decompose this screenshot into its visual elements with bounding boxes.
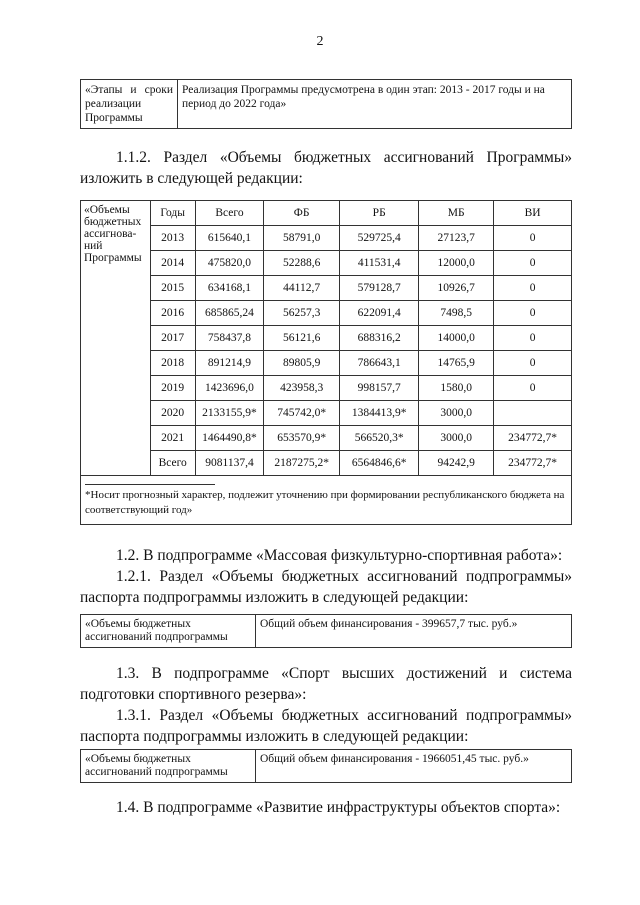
footnote-text: *Носит прогнозный характер, подлежит уточнению при формировании республиканского бюджета на соответствующий год» <box>85 489 565 516</box>
paragraph-1-4: 1.4. В подпрограмме «Развитие инфраструктуры объектов спорта»: <box>116 799 561 816</box>
table-cell: 579128,7 <box>340 276 419 301</box>
column-header: МБ <box>419 201 494 226</box>
table-row <box>81 376 572 401</box>
table-cell: 475820,0 <box>195 251 263 276</box>
table-cell: 2018 <box>150 351 195 376</box>
table-cell: 1464490,8* <box>195 426 263 451</box>
table-cell: 758437,8 <box>195 326 263 351</box>
page-number: 2 <box>316 34 324 49</box>
table-cell: 2017 <box>150 326 195 351</box>
column-header: Всего <box>195 201 263 226</box>
table-cell: 745742,0* <box>264 401 340 426</box>
table-cell: 3000,0 <box>419 426 494 451</box>
table-cell: 52288,6 <box>264 251 340 276</box>
table-cell: 0 <box>494 351 572 376</box>
table-row <box>81 401 572 426</box>
table-cell: 2013 <box>150 226 195 251</box>
table-cell: 234772,7* <box>494 426 572 451</box>
table-cell: 9081137,4 <box>195 451 263 476</box>
table-cell: 1423696,0 <box>195 376 263 401</box>
table-cell: 14000,0 <box>419 326 494 351</box>
table-cell: 688316,2 <box>340 326 419 351</box>
table-header-row <box>81 201 572 226</box>
table-cell: 998157,7 <box>340 376 419 401</box>
table-cell: 7498,5 <box>419 301 494 326</box>
table-cell: 411531,4 <box>340 251 419 276</box>
footnote-divider <box>85 484 215 485</box>
table-cell: 1384413,9* <box>340 401 419 426</box>
table-cell: 0 <box>494 251 572 276</box>
budget-table <box>80 200 572 525</box>
table-cell: 0 <box>494 301 572 326</box>
table-cell: Всего <box>150 451 195 476</box>
table-cell: 685865,24 <box>195 301 263 326</box>
table-cell: 2019 <box>150 376 195 401</box>
table-row <box>81 276 572 301</box>
table-cell: 529725,4 <box>340 226 419 251</box>
table-cell: 0 <box>494 376 572 401</box>
table-cell: 2016 <box>150 301 195 326</box>
table-cell: 0 <box>494 326 572 351</box>
table-row <box>81 301 572 326</box>
stages-table <box>80 79 572 129</box>
column-header: ВИ <box>494 201 572 226</box>
table-row <box>81 251 572 276</box>
table-cell: 622091,4 <box>340 301 419 326</box>
stages-label: «Этапы и сроки реализации Программы <box>81 80 178 129</box>
table-cell <box>494 401 572 426</box>
paragraph-1-3: 1.3. В подпрограмме «Спорт высших достижений и система подготовки спортивного резерва»: <box>80 665 572 703</box>
table-cell: 56121,6 <box>264 326 340 351</box>
footnote-cell <box>81 476 572 525</box>
table-cell: 2021 <box>150 426 195 451</box>
table-cell: 44112,7 <box>264 276 340 301</box>
table-cell: 14765,9 <box>419 351 494 376</box>
table-row <box>81 351 572 376</box>
subprogram-1-table <box>80 614 572 648</box>
table-cell: 56257,3 <box>264 301 340 326</box>
paragraph-1-1-2: 1.1.2. Раздел «Объемы бюджетных ассигнований Программы» изложить в следующей редакции: <box>80 149 572 187</box>
table-cell: 94242,9 <box>419 451 494 476</box>
table-cell: 423958,3 <box>264 376 340 401</box>
subprogram-1-label: «Объемы бюджетных ассигнований подпрограммы <box>81 615 256 648</box>
subprogram-2-table <box>80 749 572 783</box>
table-row <box>81 326 572 351</box>
table-cell: 2020 <box>150 401 195 426</box>
table-cell: 2015 <box>150 276 195 301</box>
subprogram-2-label: «Объемы бюджетных ассигнований подпрограммы <box>81 750 256 783</box>
table-cell: 634168,1 <box>195 276 263 301</box>
table-cell: 615640,1 <box>195 226 263 251</box>
table-cell: 2187275,2* <box>264 451 340 476</box>
budget-side-label: «Объемы бюджетных ассигнова-ний Программы <box>81 201 151 476</box>
table-cell: 566520,3* <box>340 426 419 451</box>
footnote-row <box>81 476 572 525</box>
table-cell: 2133155,9* <box>195 401 263 426</box>
table-row <box>81 226 572 251</box>
table-row <box>81 426 572 451</box>
table-cell: 1580,0 <box>419 376 494 401</box>
table-cell: 6564846,6* <box>340 451 419 476</box>
table-cell: 12000,0 <box>419 251 494 276</box>
subprogram-1-value: Общий объем финансирования - 399657,7 тыс. руб.» <box>256 615 572 648</box>
table-cell: 653570,9* <box>264 426 340 451</box>
table-cell: 0 <box>494 226 572 251</box>
table-cell: 786643,1 <box>340 351 419 376</box>
table-cell: 891214,9 <box>195 351 263 376</box>
table-cell: 10926,7 <box>419 276 494 301</box>
column-header: РБ <box>340 201 419 226</box>
table-row <box>81 451 572 476</box>
table-cell: 2014 <box>150 251 195 276</box>
stages-value: Реализация Программы предусмотрена в один этап: 2013 - 2017 годы и на период до 2022 года» <box>178 80 572 129</box>
column-header: Годы <box>150 201 195 226</box>
paragraph-1-2: 1.2. В подпрограмме «Массовая физкультурно-спортивная работа»: <box>116 547 563 564</box>
table-cell: 3000,0 <box>419 401 494 426</box>
column-header: ФБ <box>264 201 340 226</box>
paragraph-1-3-1: 1.3.1. Раздел «Объемы бюджетных ассигнований подпрограммы» паспорта подпрограммы изложить в следующей редакции: <box>80 707 572 745</box>
subprogram-2-value: Общий объем финансирования - 1966051,45 тыс. руб.» <box>256 750 572 783</box>
table-cell: 89805,9 <box>264 351 340 376</box>
table-cell: 27123,7 <box>419 226 494 251</box>
paragraph-1-2-1: 1.2.1. Раздел «Объемы бюджетных ассигнований подпрограммы» паспорта подпрограммы изложить в следующей редакции: <box>80 568 572 606</box>
table-cell: 234772,7* <box>494 451 572 476</box>
table-cell: 58791,0 <box>264 226 340 251</box>
table-cell: 0 <box>494 276 572 301</box>
